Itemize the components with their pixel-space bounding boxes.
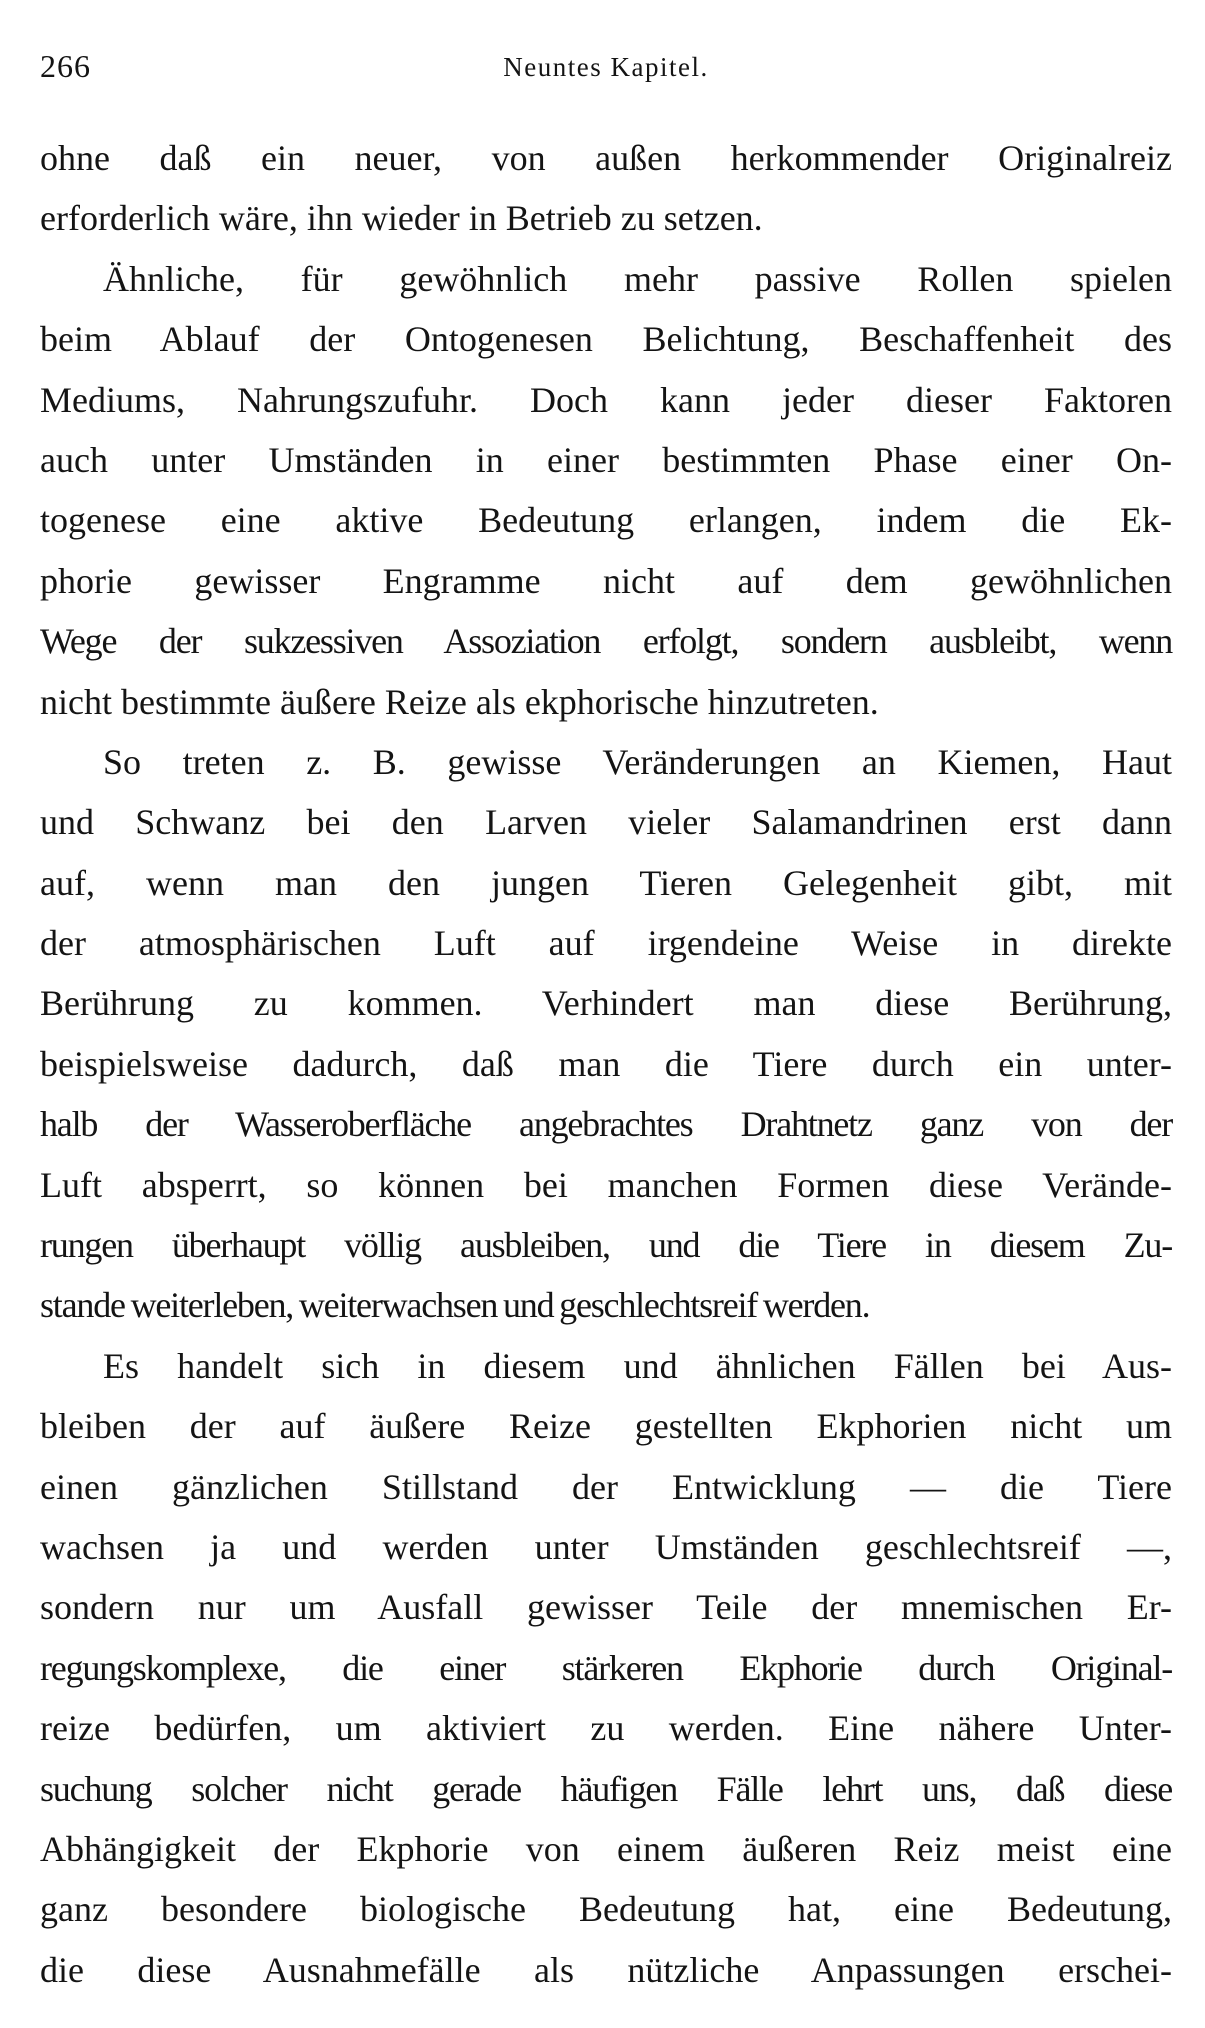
- text-line: suchung solcher nicht gerade häufigen Fälle lehrt uns, daß diese: [40, 1768, 1172, 1809]
- text-line: Es handelt sich in diesem und ähnlichen Fällen bei Aus-: [103, 1345, 1172, 1386]
- body-text: [40, 128, 1172, 2000]
- text-line: einen gänzlichen Stillstand der Entwicklung — die Tiere: [40, 1466, 1172, 1507]
- text-line: sondern nur um Ausfall gewisser Teile der mnemischen Er-: [40, 1587, 1172, 1628]
- text-line: togenese eine aktive Bedeutung erlangen, indem die Ek-: [40, 500, 1172, 541]
- text-line: nicht bestimmte äußere Reize als ekphorische hinzutreten.: [40, 681, 879, 722]
- text-line: Berührung zu kommen. Verhindert man diese Berührung,: [40, 983, 1172, 1024]
- text-line: die diese Ausnahmefälle als nützliche Anpassungen erschei-: [40, 1949, 1172, 1990]
- text-line: ganz besondere biologische Bedeutung hat, eine Bedeutung,: [40, 1889, 1172, 1930]
- text-line: regungskomplexe, die einer stärkeren Ekphorie durch Original-: [40, 1647, 1172, 1688]
- text-line: ohne daß ein neuer, von außen herkommender Originalreiz: [40, 138, 1172, 178]
- page-header: [40, 48, 1172, 98]
- text-line: reize bedürfen, um aktiviert zu werden. Eine nähere Unter-: [40, 1708, 1172, 1749]
- text-line: beispielsweise dadurch, daß man die Tiere durch ein unter-: [40, 1043, 1172, 1084]
- text-line: stande weiterleben, weiterwachsen und geschlechtsreif werden.: [40, 1285, 870, 1326]
- text-line: erforderlich wäre, ihn wieder in Betrieb zu setzen.: [40, 198, 763, 239]
- text-line: beim Ablauf der Ontogenesen Belichtung, Beschaffenheit des: [40, 319, 1172, 360]
- running-head: Neuntes Kapitel.: [503, 52, 709, 82]
- text-line: bleiben der auf äußere Reize gestellten Ekphorien nicht um: [40, 1406, 1172, 1447]
- text-line: Luft absperrt, so können bei manchen Formen diese Verände-: [40, 1164, 1172, 1205]
- text-line: auf, wenn man den jungen Tieren Gelegenheit gibt, mit: [40, 862, 1172, 903]
- text-line: und Schwanz bei den Larven vieler Salamandrinen erst dann: [40, 802, 1172, 843]
- text-line: Abhängigkeit der Ekphorie von einem äußeren Reiz meist eine: [40, 1828, 1172, 1869]
- text-line: phorie gewisser Engramme nicht auf dem gewöhnlichen: [40, 560, 1172, 601]
- text-line: Ähnliche, für gewöhnlich mehr passive Rollen spielen: [103, 258, 1172, 299]
- text-line: halb der Wasseroberfläche angebrachtes Drahtnetz ganz von der: [40, 1104, 1172, 1145]
- text-line: wachsen ja und werden unter Umständen geschlechtsreif —,: [40, 1526, 1172, 1567]
- text-line: Wege der sukzessiven Assoziation erfolgt, sondern ausbleibt, wenn: [40, 621, 1172, 662]
- text-line: auch unter Umständen in einer bestimmten Phase einer On-: [40, 439, 1172, 480]
- text-line: rungen überhaupt völlig ausbleiben, und die Tiere in diesem Zu-: [40, 1225, 1172, 1266]
- text-line: Mediums, Nahrungszufuhr. Doch kann jeder dieser Faktoren: [40, 379, 1172, 420]
- text-line: der atmosphärischen Luft auf irgendeine Weise in direkte: [40, 923, 1172, 964]
- text-line: So treten z. B. gewisse Veränderungen an Kiemen, Haut: [103, 741, 1172, 782]
- page-number: 266: [40, 48, 91, 84]
